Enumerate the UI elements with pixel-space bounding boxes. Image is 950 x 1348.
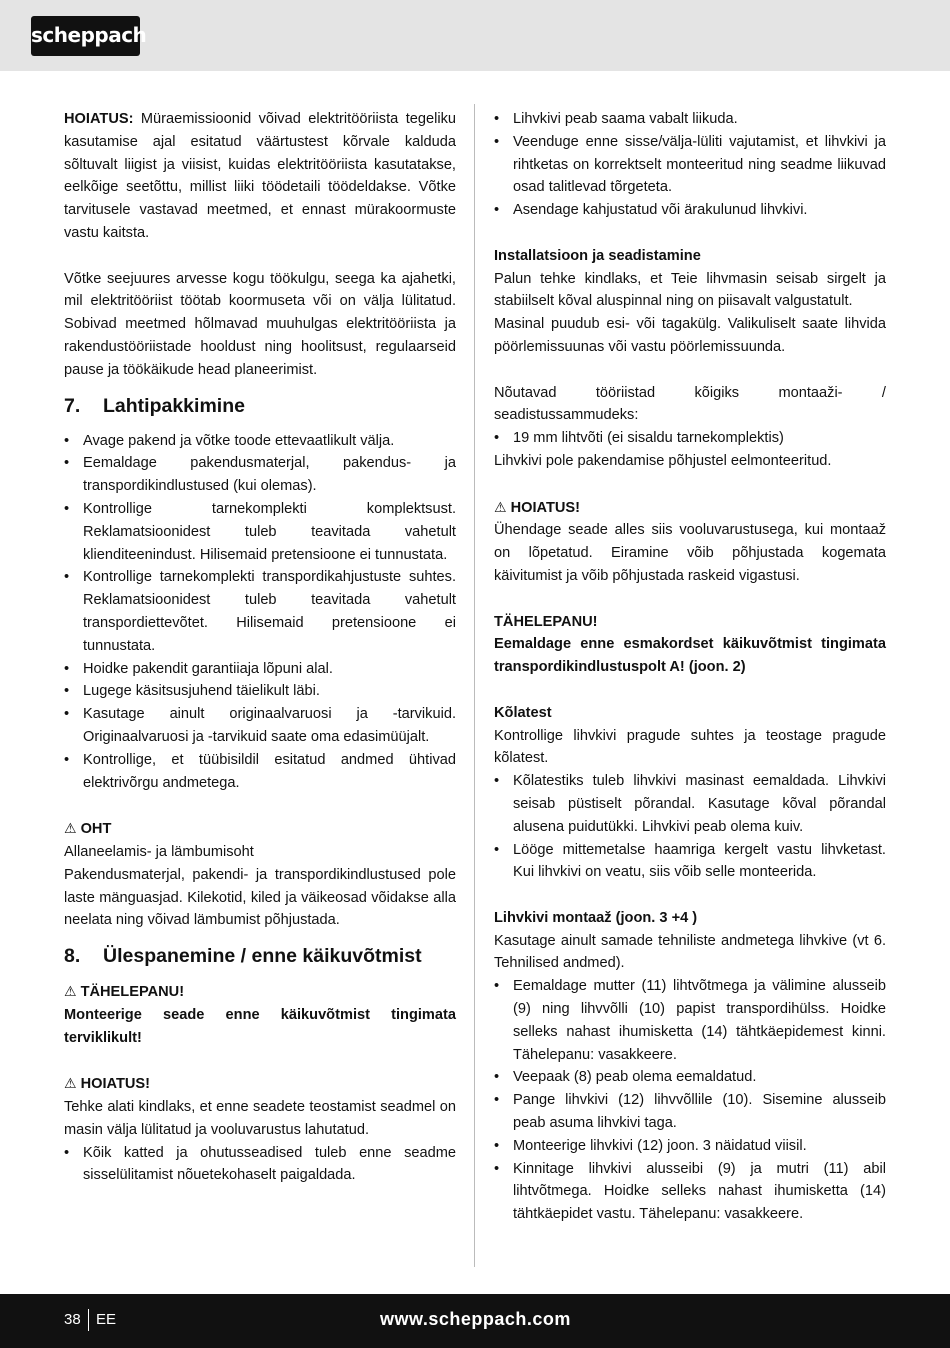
page-footer	[0, 1294, 950, 1348]
mount-text: Kasutage ainult samade tehniliste andmetega lihvkive (vt 6. Tehnilised andmed).	[494, 932, 886, 972]
section-7-number: 7.	[64, 394, 81, 417]
right-column	[494, 108, 886, 1226]
list-item: • Kontrollige, et tüübisildil esitatud andmed ühtivad elektrivõrgu andmetega.	[64, 749, 456, 795]
mount-list	[494, 975, 886, 1226]
unpacking-list	[64, 430, 456, 795]
list-item: • Pange lihvkivi (12) lihvvõllile (10). Sisemine alusseib peab asuma lihvkivi taga.	[494, 1089, 886, 1135]
ring-test-title-text: Kõlatest	[494, 704, 552, 721]
right-warning-title-line	[494, 496, 886, 520]
mount-title-text: Lihvkivi montaaž (joon. 3 +4 )	[494, 909, 698, 926]
list-item: • 19 mm lihtvõti (ei sisaldu tarnekomplektis)	[494, 427, 886, 450]
list-item: • Veepaak (8) peab olema eemaldatud.	[494, 1066, 886, 1089]
scheppach-logo: scheppach	[31, 16, 140, 56]
warning-text: Tehke alati kindlaks, et enne seadete teostamist seadmel on masin välja lülitatud ja vooluvarustus lahutatud.	[64, 1099, 456, 1138]
right-attention-title-text: TÄHELEPANU!	[494, 613, 598, 630]
warning-triangle-icon: ⚠	[494, 498, 507, 515]
right-warning-title: HOIATUS!	[510, 499, 581, 516]
list-item: • Eemaldage pakendusmaterjal, pakendus- ja transpordikindlustused (kui olemas).	[64, 452, 456, 498]
list-item: • Lihvkivi peab saama vabalt liikuda.	[494, 108, 886, 131]
danger-title-line	[64, 817, 456, 841]
attention-title: TÄHELEPANU!	[80, 984, 185, 1001]
warning-triangle-icon: ⚠	[64, 1075, 77, 1092]
section-7-heading	[64, 393, 456, 419]
footer-separator	[88, 1309, 89, 1331]
language-code: EE	[96, 1311, 117, 1328]
list-item: • Kasutage ainult originaalvaruosi ja -tarvikuid. Originaalvaruosi ja -tarvikuid saate oma edasimüüjalt.	[64, 703, 456, 749]
list-item: • Kontrollige tarnekomplekti komplektsust. Reklamatsioonidest tuleb teavitada vahetult klienditeenindust. Hilisemaid pretensioone ei tunnustata.	[64, 498, 456, 566]
ring-test-text: Kontrollige lihvkivi pragude suhtes ja teostage pragude kõlatest.	[494, 727, 886, 767]
workload-paragraph: Võtke seejuures arvesse kogu töökulgu, seega ka ajahetki, mil elektritööriist töötab koormuseta või on välja lülitatud. Sobivad meetmed hõlmavad muuhulgas elektritööriista ja rakendustööriistade hooldust ning hoolitsust, regulaarseid pause ja töökäikude head planeerimist.	[64, 270, 456, 378]
tools-text: Nõutavad tööriistad kõigiks montaaži- / seadistussammudeks:	[494, 384, 886, 424]
attention-text	[64, 1004, 456, 1050]
list-item: • Asendage kahjustatud või ärakulunud lihvkivi.	[494, 199, 886, 222]
noise-warning-text: Müraemissioonid võivad elektritööriista tegeliku kasutamise ajal esitatud väärtustest kõrvale kalduda sõltuvalt liigist ja viisist, kuidas elektritööriista kasutatakse, eelkõige seetõttu, millist liiki töödetaili töödeldakse. Võtke tarvitusele vastavad meetmed, et ennast mürakoormuste vastu kaitsta.	[64, 111, 456, 241]
ring-test-list	[494, 770, 886, 884]
list-item: • Kontrollige tarnekomplekti transpordikahjustuste suhtes. Reklamatsioonidest tuleb teavitada vahetult transpordiettevõtet. Hilisemaid pretensioone ei tunnustata.	[64, 566, 456, 657]
website-link[interactable]: www.scheppach.com	[380, 1309, 571, 1329]
list-item: • Eemaldage mutter (11) lihtvõtmega ja välimine alusseib (9) ning lihvvõlli (10) papist transpordihülss. Hoidke selleks nahast ihumisketta (14) tähtkäepidemest kinni. Tähelepanu: vasakkeere.	[494, 975, 886, 1066]
list-item: • Monteerige lihvkivi (12) joon. 3 näidatud viisil.	[494, 1135, 886, 1158]
install-text-2: Masinal puudub esi- või tagakülg. Valikuliselt saate lihvida pöörlemissuunas või vastu pöörlemissuunda.	[494, 316, 886, 355]
list-item: • Lööge mittemetalse haamriga kergelt vastu lihvketast. Kui lihvkivi on veatu, siis võib selle monteerida.	[494, 839, 886, 885]
noise-warning-paragraph	[64, 108, 456, 245]
danger-text: Pakendusmaterjal, pakendi- ja transpordikindlustused pole laste mänguasjad. Kilekotid, kiled ja väikeosad võidakse alla neelata ning võivad lämbumist põhjustada.	[64, 866, 456, 929]
right-attention-title	[494, 611, 886, 634]
right-attention-text-bold: Eemaldage enne esmakordset käikuvõtmist tingimata transpordikindlustuspolt A! (joon. 2)	[494, 636, 886, 676]
noise-warning-label: HOIATUS:	[64, 111, 134, 127]
right-warning-text: Ühendage seade alles siis vooluvarustusega, kui montaaž on lõpetatud. Eiramine võib põhjustada kogemata käivitumist ja võib põhjustada raskeid vigastusi.	[494, 522, 886, 584]
page-header	[0, 0, 950, 71]
tools-after-text: Lihvkivi pole pakendamise põhjustel eelmonteeritud.	[494, 452, 832, 469]
warning-title-line	[64, 1072, 456, 1096]
ring-test-title	[494, 702, 886, 725]
tools-list	[494, 427, 886, 450]
attention-title-line	[64, 980, 456, 1004]
section-7-title: Lahtipakkimine	[103, 394, 245, 417]
grinding-stone-list	[494, 108, 886, 222]
list-item: • Lugege käsitsusjuhend täielikult läbi.	[64, 680, 456, 703]
list-item: • Hoidke pakendit garantiiaja lõpuni alal.	[64, 658, 456, 681]
list-item: • Kinnitage lihvkivi alusseibi (9) ja mutri (11) abil lihtvõtmega. Hoidke selleks nahast ihumisketta (14) tähtkäepidet vastu. Tähelepanu: vasakkeere.	[494, 1158, 886, 1226]
right-attention-text	[494, 633, 886, 679]
install-title	[494, 245, 886, 268]
warning-list	[64, 1142, 456, 1188]
list-item: • Kõik katted ja ohutusseadised tuleb enne seadme sisselülitamist nõuetekohaselt paigaldada.	[64, 1142, 456, 1188]
mount-title	[494, 907, 886, 930]
install-title-text: Installatsioon ja seadistamine	[494, 247, 701, 264]
section-8-number: 8.	[64, 945, 81, 968]
install-text-1: Palun tehke kindlaks, et Teie lihvmasin seisab sirgelt ja stabiilselt kõval aluspinnal ning on piisavalt valgustatult.	[494, 270, 886, 310]
list-item: • Kõlatestiks tuleb lihvkivi masinast eemaldada. Lihvkivi seisab püstiselt põrandal. Kasutage kõval põrandal alusena puidutükki. Lihvkivi peab olema kuiv.	[494, 770, 886, 838]
warning-triangle-icon: ⚠	[64, 983, 77, 1000]
column-divider	[474, 104, 475, 1267]
warning-title: HOIATUS!	[80, 1076, 151, 1093]
left-column	[64, 108, 456, 1187]
list-item: • Avage pakend ja võtke toode ettevaatlikult välja.	[64, 430, 456, 453]
section-8-title: Ülespanemine / enne käikuvõtmist	[103, 945, 422, 968]
section-8-heading	[64, 943, 456, 969]
list-item: • Veenduge enne sisse/välja-lüliti vajutamist, et lihvkivi ja rihtketas on korrektselt monteeritud ning seadme liikuvad osad talitlevad tõrgeteta.	[494, 131, 886, 199]
warning-triangle-icon: ⚠	[64, 820, 77, 837]
danger-title: OHT	[80, 821, 112, 838]
danger-subtitle: Allaneelamis- ja lämbumisoht	[64, 843, 254, 860]
page-number: 38	[64, 1311, 81, 1328]
attention-text-bold: Monteerige seade enne käikuvõtmist tingimata terviklikult!	[64, 1006, 456, 1046]
